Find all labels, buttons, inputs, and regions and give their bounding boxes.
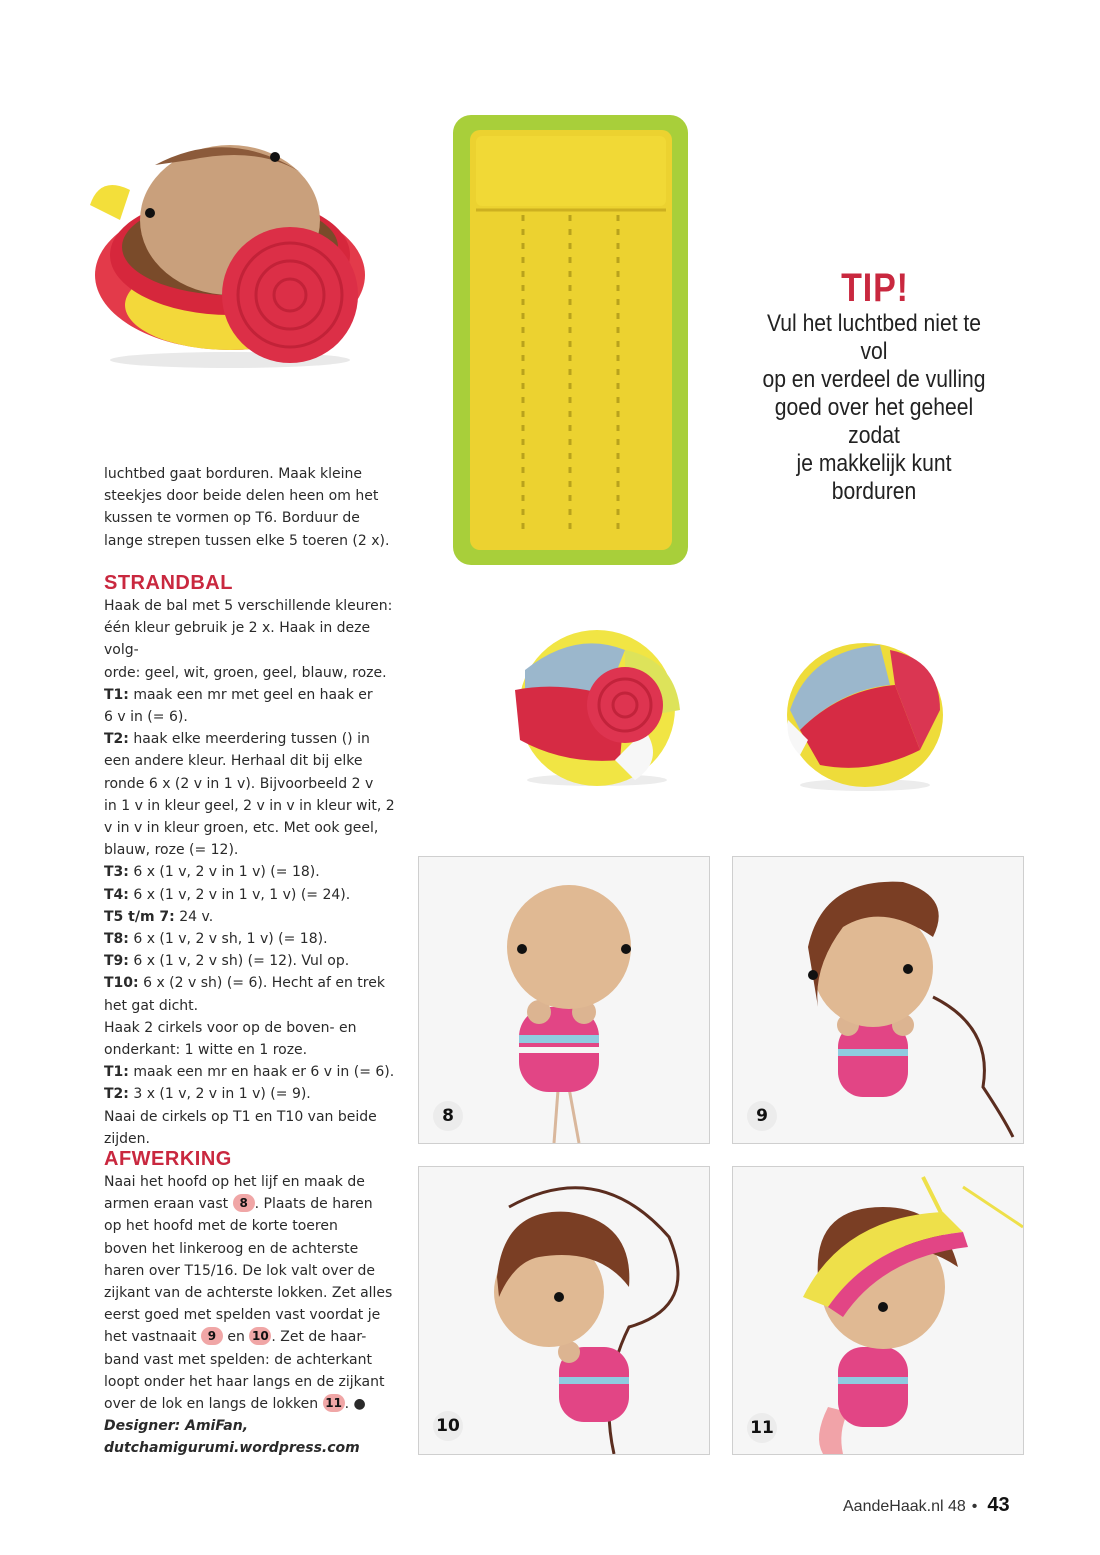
round-label: T2: bbox=[104, 1086, 129, 1103]
step-number-badge: 10 bbox=[433, 1411, 463, 1441]
page-footer bbox=[843, 1494, 1010, 1517]
text-line: luchtbed gaat borduren. Maak kleine bbox=[104, 466, 362, 482]
text-line: Naai het hoofd op het lijf en maak de bbox=[104, 1174, 365, 1190]
instruction-line bbox=[104, 728, 404, 750]
photo-beach-ball-front bbox=[505, 630, 690, 790]
instruction-text: het gat dicht. bbox=[104, 997, 199, 1014]
round-label: T8: bbox=[104, 931, 129, 948]
round-label: T3: bbox=[104, 864, 129, 881]
instruction-line bbox=[104, 995, 404, 1017]
instruction-line bbox=[104, 1039, 404, 1061]
step-photo-10 bbox=[418, 1166, 710, 1455]
round-label: T9: bbox=[104, 953, 129, 970]
text-line: haren over T15/16. De lok valt over de bbox=[104, 1262, 376, 1279]
instruction-line bbox=[104, 617, 404, 661]
instruction-line bbox=[104, 684, 404, 706]
instruction-text: 3 x (1 v, 2 v in 1 v) (= 9). bbox=[128, 1086, 311, 1103]
text-line: boven het linkeroog en de achterste bbox=[104, 1240, 359, 1257]
instruction-line bbox=[104, 662, 404, 684]
page-number: 43 bbox=[987, 1494, 1010, 1516]
step-number-badge: 9 bbox=[747, 1101, 777, 1131]
instruction-line bbox=[104, 1017, 404, 1039]
step-number-badge: 8 bbox=[433, 1101, 463, 1131]
designer-credit: Designer: AmiFan, bbox=[104, 1418, 249, 1435]
footer-separator: • bbox=[971, 1498, 978, 1515]
tip-title: TIP! bbox=[841, 266, 909, 310]
step-ref-badge: 8 bbox=[233, 1194, 255, 1212]
section-heading: STRANDBAL bbox=[104, 572, 233, 594]
instruction-text: orde: geel, wit, groen, geel, blauw, roze. bbox=[104, 664, 387, 681]
text-line: kussen te vormen op T6. Borduur de bbox=[104, 510, 360, 527]
section-afwerking bbox=[104, 1147, 404, 1460]
text-line: loopt onder het haar langs en de zijkant bbox=[104, 1373, 385, 1390]
instruction-text: een andere kleur. Herhaal dit bij elke bbox=[104, 753, 363, 770]
instruction-text: 6 x (1 v, 2 v sh) (= 12). Vul op. bbox=[128, 953, 350, 970]
photo-beach-ball-side bbox=[780, 630, 950, 795]
instruction-text: Naai de cirkels op T1 en T10 van beide bbox=[104, 1108, 377, 1125]
instruction-line bbox=[104, 1106, 404, 1128]
text-line: eerst goed met spelden vast voordat je bbox=[104, 1307, 381, 1324]
doll-illustration bbox=[419, 1167, 709, 1454]
step-ref-badge: 9 bbox=[201, 1327, 223, 1345]
round-label: T2: bbox=[104, 731, 129, 748]
instruction-text: Haak 2 cirkels voor op de boven- en bbox=[104, 1019, 357, 1036]
text-line: steekjes door beide delen heen om het bbox=[104, 488, 379, 505]
instruction-line bbox=[104, 928, 404, 950]
text-line: op het hoofd met de korte toeren bbox=[104, 1218, 338, 1235]
instruction-line bbox=[104, 839, 404, 861]
instruction-line bbox=[104, 795, 404, 817]
designer-website: dutchamigurumi.wordpress.com bbox=[104, 1440, 360, 1457]
strandbal-instructions bbox=[104, 595, 404, 1150]
instruction-text: in 1 v in kleur geel, 2 v in v in kleur wit, 2 bbox=[104, 797, 395, 814]
instruction-text: 6 x (1 v, 2 v sh, 1 v) (= 18). bbox=[128, 931, 328, 948]
step-photo-8 bbox=[418, 856, 710, 1144]
photo-doll-head-on-airbed bbox=[80, 135, 380, 375]
instruction-line bbox=[104, 884, 404, 906]
instruction-line bbox=[104, 861, 404, 883]
instruction-text: één kleur gebruik je 2 x. Haak in deze volg- bbox=[104, 620, 371, 659]
instruction-line bbox=[104, 1061, 404, 1083]
instruction-line bbox=[104, 972, 404, 994]
instruction-line bbox=[104, 950, 404, 972]
text-line: armen eraan vast 8 . Plaats de haren bbox=[104, 1196, 373, 1213]
instruction-text: 6 x (1 v, 2 v in 1 v) (= 18). bbox=[128, 864, 320, 881]
step-photo-9 bbox=[732, 856, 1024, 1144]
text-line: band vast met spelden: de achterkant bbox=[104, 1351, 372, 1368]
instruction-text: onderkant: 1 witte en 1 roze. bbox=[104, 1042, 308, 1059]
round-label: T4: bbox=[104, 886, 129, 903]
instruction-text: 6 v in (= 6). bbox=[104, 709, 188, 726]
instruction-text: blauw, roze (= 12). bbox=[104, 842, 239, 859]
doll-illustration bbox=[733, 1167, 1023, 1454]
tip-line: goed over het geheel zodat bbox=[774, 394, 974, 449]
instruction-text: v in v in kleur groen, etc. Met ook geel, bbox=[104, 820, 379, 837]
instruction-line bbox=[104, 906, 404, 928]
instruction-line bbox=[104, 750, 404, 772]
tip-line: je makkelijk kunt borduren bbox=[796, 450, 952, 505]
intro-paragraph bbox=[104, 463, 404, 552]
round-label: T1: bbox=[104, 686, 129, 703]
instruction-line bbox=[104, 706, 404, 728]
instruction-text: zijden. bbox=[104, 1130, 150, 1147]
tip-text bbox=[754, 310, 993, 506]
instruction-text: 6 x (1 v, 2 v in 1 v, 1 v) (= 24). bbox=[128, 886, 351, 903]
round-label: T1: bbox=[104, 1064, 129, 1081]
doll-illustration bbox=[733, 857, 1023, 1143]
photo-airbed bbox=[448, 110, 693, 570]
step-number-badge: 11 bbox=[747, 1413, 777, 1443]
section-strandbal bbox=[104, 571, 404, 1150]
instruction-line bbox=[104, 1083, 404, 1105]
magazine-name: AandeHaak.nl 48 bbox=[843, 1498, 966, 1515]
step-ref-badge: 10 bbox=[249, 1327, 271, 1345]
instruction-text: maak een mr met geel en haak er bbox=[128, 686, 373, 703]
section-heading: AFWERKING bbox=[104, 1148, 232, 1170]
text-line: over de lok en langs de lokken 11 . ● bbox=[104, 1396, 366, 1413]
instruction-line bbox=[104, 595, 404, 617]
text-line: het vastnaait 9 en 10 . Zet de haar- bbox=[104, 1329, 367, 1346]
instruction-text: haak elke meerdering tussen () in bbox=[128, 731, 370, 748]
doll-illustration bbox=[419, 857, 709, 1143]
round-label: T5 t/m 7: bbox=[104, 908, 175, 925]
text-line: zijkant van de achterste lokken. Zet alles bbox=[104, 1285, 393, 1302]
tip-line: Vul het luchtbed niet te vol bbox=[766, 310, 982, 365]
instruction-text: ronde 6 x (2 v in 1 v). Bijvoorbeeld 2 v bbox=[104, 775, 374, 792]
instruction-text: maak een mr en haak er 6 v in (= 6). bbox=[128, 1064, 395, 1081]
step-ref-badge: 11 bbox=[323, 1394, 345, 1412]
text-line: lange strepen tussen elke 5 toeren (2 x). bbox=[104, 532, 390, 549]
tip-line: op en verdeel de vulling bbox=[762, 366, 986, 393]
instruction-text: 6 x (2 v sh) (= 6). Hecht af en trek bbox=[138, 975, 385, 992]
round-label: T10: bbox=[104, 975, 139, 992]
step-photo-11 bbox=[732, 1166, 1024, 1455]
instruction-text: 24 v. bbox=[174, 908, 214, 925]
instruction-line bbox=[104, 773, 404, 795]
instruction-line bbox=[104, 817, 404, 839]
instruction-text: Haak de bal met 5 verschillende kleuren: bbox=[104, 598, 393, 614]
